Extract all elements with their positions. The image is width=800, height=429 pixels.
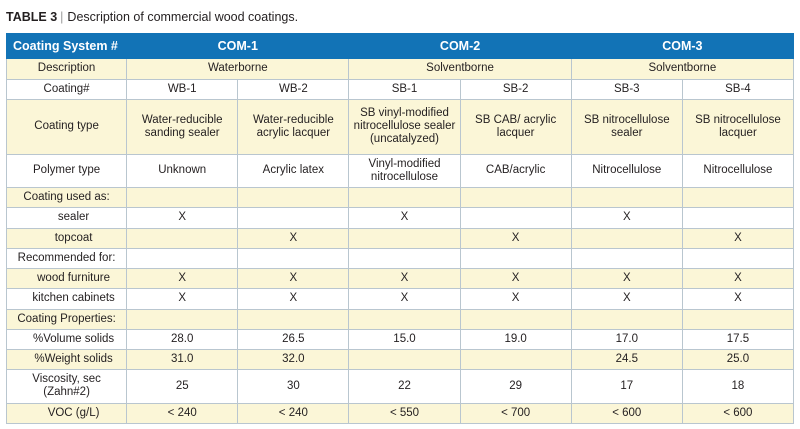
cell-kitchen-cabinets-6: X — [682, 289, 793, 309]
row-label-coating-number: Coating# — [7, 79, 127, 99]
cell-viscosity-4: 29 — [460, 370, 571, 403]
table-row — [7, 188, 794, 208]
cell-volume-solids-6: 17.5 — [682, 329, 793, 349]
cell-viscosity-5: 17 — [571, 370, 682, 403]
header-group-com-2: COM-2 — [349, 34, 571, 59]
caption-label: TABLE 3 — [6, 10, 58, 24]
row-label-kitchen-cabinets: kitchen cabinets — [7, 289, 127, 309]
row-label-recommended-for: Recommended for: — [7, 248, 127, 268]
row-label-description: Description — [7, 59, 127, 79]
row-label-polymer-type: Polymer type — [7, 154, 127, 187]
cell-wood-furniture-6: X — [682, 269, 793, 289]
cell-viscosity-1: 25 — [127, 370, 238, 403]
cell-sealer-3: X — [349, 208, 460, 228]
cell-voc-2: < 240 — [238, 403, 349, 423]
cell-voc-3: < 550 — [349, 403, 460, 423]
cell-kitchen-cabinets-4: X — [460, 289, 571, 309]
table-row — [7, 79, 794, 99]
caption-separator: | — [60, 10, 64, 24]
cell-volume-solids-1: 28.0 — [127, 329, 238, 349]
cell-used-as-3 — [349, 188, 460, 208]
table-row — [7, 228, 794, 248]
cell-coating-wb1: WB-1 — [127, 79, 238, 99]
cell-coating-type-3: SB vinyl-modified nitrocellulose sealer (uncatalyzed) — [349, 99, 460, 154]
row-label-voc: VOC (g/L) — [7, 403, 127, 423]
table-row — [7, 289, 794, 309]
table-row — [7, 208, 794, 228]
cell-voc-5: < 600 — [571, 403, 682, 423]
cell-kitchen-cabinets-3: X — [349, 289, 460, 309]
cell-wood-furniture-4: X — [460, 269, 571, 289]
cell-topcoat-3 — [349, 228, 460, 248]
cell-topcoat-5 — [571, 228, 682, 248]
header-group-com-1: COM-1 — [127, 34, 349, 59]
cell-polymer-6: Nitrocellulose — [682, 154, 793, 187]
cell-weight-solids-6: 25.0 — [682, 350, 793, 370]
cell-coating-wb2: WB-2 — [238, 79, 349, 99]
cell-weight-solids-4 — [460, 350, 571, 370]
cell-volume-solids-2: 26.5 — [238, 329, 349, 349]
caption-text: Description of commercial wood coatings. — [67, 10, 299, 24]
cell-polymer-1: Unknown — [127, 154, 238, 187]
row-label-wood-furniture: wood furniture — [7, 269, 127, 289]
cell-properties-5 — [571, 309, 682, 329]
cell-used-as-2 — [238, 188, 349, 208]
cell-voc-1: < 240 — [127, 403, 238, 423]
cell-topcoat-4: X — [460, 228, 571, 248]
cell-coating-type-1: Water-reducible sanding sealer — [127, 99, 238, 154]
row-label-topcoat: topcoat — [7, 228, 127, 248]
cell-sealer-6 — [682, 208, 793, 228]
cell-kitchen-cabinets-5: X — [571, 289, 682, 309]
cell-topcoat-1 — [127, 228, 238, 248]
table-row — [7, 309, 794, 329]
cell-volume-solids-4: 19.0 — [460, 329, 571, 349]
table-row — [7, 154, 794, 187]
row-label-weight-solids: %Weight solids — [7, 350, 127, 370]
row-label-sealer: sealer — [7, 208, 127, 228]
table-row — [7, 99, 794, 154]
row-label-coating-used-as: Coating used as: — [7, 188, 127, 208]
cell-description-com2: Solventborne — [349, 59, 571, 79]
table-row — [7, 269, 794, 289]
cell-viscosity-3: 22 — [349, 370, 460, 403]
cell-volume-solids-5: 17.0 — [571, 329, 682, 349]
cell-recommended-6 — [682, 248, 793, 268]
cell-viscosity-2: 30 — [238, 370, 349, 403]
cell-voc-4: < 700 — [460, 403, 571, 423]
cell-sealer-2 — [238, 208, 349, 228]
cell-topcoat-6: X — [682, 228, 793, 248]
cell-coating-type-5: SB nitrocellulose sealer — [571, 99, 682, 154]
table-row — [7, 248, 794, 268]
cell-coating-sb1: SB-1 — [349, 79, 460, 99]
cell-recommended-3 — [349, 248, 460, 268]
cell-viscosity-6: 18 — [682, 370, 793, 403]
cell-used-as-5 — [571, 188, 682, 208]
cell-voc-6: < 600 — [682, 403, 793, 423]
table-row — [7, 370, 794, 403]
cell-description-com3: Solventborne — [571, 59, 793, 79]
cell-properties-6 — [682, 309, 793, 329]
cell-recommended-4 — [460, 248, 571, 268]
table-caption — [0, 0, 800, 33]
cell-topcoat-2: X — [238, 228, 349, 248]
cell-weight-solids-1: 31.0 — [127, 350, 238, 370]
header-coating-system: Coating System # — [7, 34, 127, 59]
cell-coating-sb2: SB-2 — [460, 79, 571, 99]
cell-used-as-4 — [460, 188, 571, 208]
cell-sealer-4 — [460, 208, 571, 228]
cell-coating-sb3: SB-3 — [571, 79, 682, 99]
cell-polymer-4: CAB/acrylic — [460, 154, 571, 187]
cell-coating-type-6: SB nitrocellulose lacquer — [682, 99, 793, 154]
cell-used-as-6 — [682, 188, 793, 208]
cell-properties-2 — [238, 309, 349, 329]
cell-sealer-1: X — [127, 208, 238, 228]
row-label-coating-type: Coating type — [7, 99, 127, 154]
cell-kitchen-cabinets-2: X — [238, 289, 349, 309]
cell-properties-1 — [127, 309, 238, 329]
cell-properties-4 — [460, 309, 571, 329]
cell-recommended-5 — [571, 248, 682, 268]
cell-properties-3 — [349, 309, 460, 329]
cell-kitchen-cabinets-1: X — [127, 289, 238, 309]
row-label-volume-solids: %Volume solids — [7, 329, 127, 349]
row-label-viscosity: Viscosity, sec (Zahn#2) — [7, 370, 127, 403]
row-label-coating-properties: Coating Properties: — [7, 309, 127, 329]
cell-recommended-2 — [238, 248, 349, 268]
wood-coatings-table — [6, 33, 794, 424]
table-row — [7, 329, 794, 349]
cell-wood-furniture-2: X — [238, 269, 349, 289]
cell-coating-type-2: Water-reducible acrylic lacquer — [238, 99, 349, 154]
cell-description-com1: Waterborne — [127, 59, 349, 79]
cell-wood-furniture-1: X — [127, 269, 238, 289]
cell-polymer-3: Vinyl-modified nitrocellulose — [349, 154, 460, 187]
cell-polymer-5: Nitrocellulose — [571, 154, 682, 187]
cell-coating-sb4: SB-4 — [682, 79, 793, 99]
table-row — [7, 59, 794, 79]
header-group-com-3: COM-3 — [571, 34, 793, 59]
cell-weight-solids-5: 24.5 — [571, 350, 682, 370]
cell-wood-furniture-3: X — [349, 269, 460, 289]
cell-volume-solids-3: 15.0 — [349, 329, 460, 349]
cell-recommended-1 — [127, 248, 238, 268]
table-row — [7, 350, 794, 370]
table-body — [7, 59, 794, 424]
cell-wood-furniture-5: X — [571, 269, 682, 289]
cell-weight-solids-2: 32.0 — [238, 350, 349, 370]
table-row — [7, 403, 794, 423]
cell-coating-type-4: SB CAB/ acrylic lacquer — [460, 99, 571, 154]
table-header-row — [7, 34, 794, 59]
cell-weight-solids-3 — [349, 350, 460, 370]
cell-sealer-5: X — [571, 208, 682, 228]
cell-polymer-2: Acrylic latex — [238, 154, 349, 187]
cell-used-as-1 — [127, 188, 238, 208]
